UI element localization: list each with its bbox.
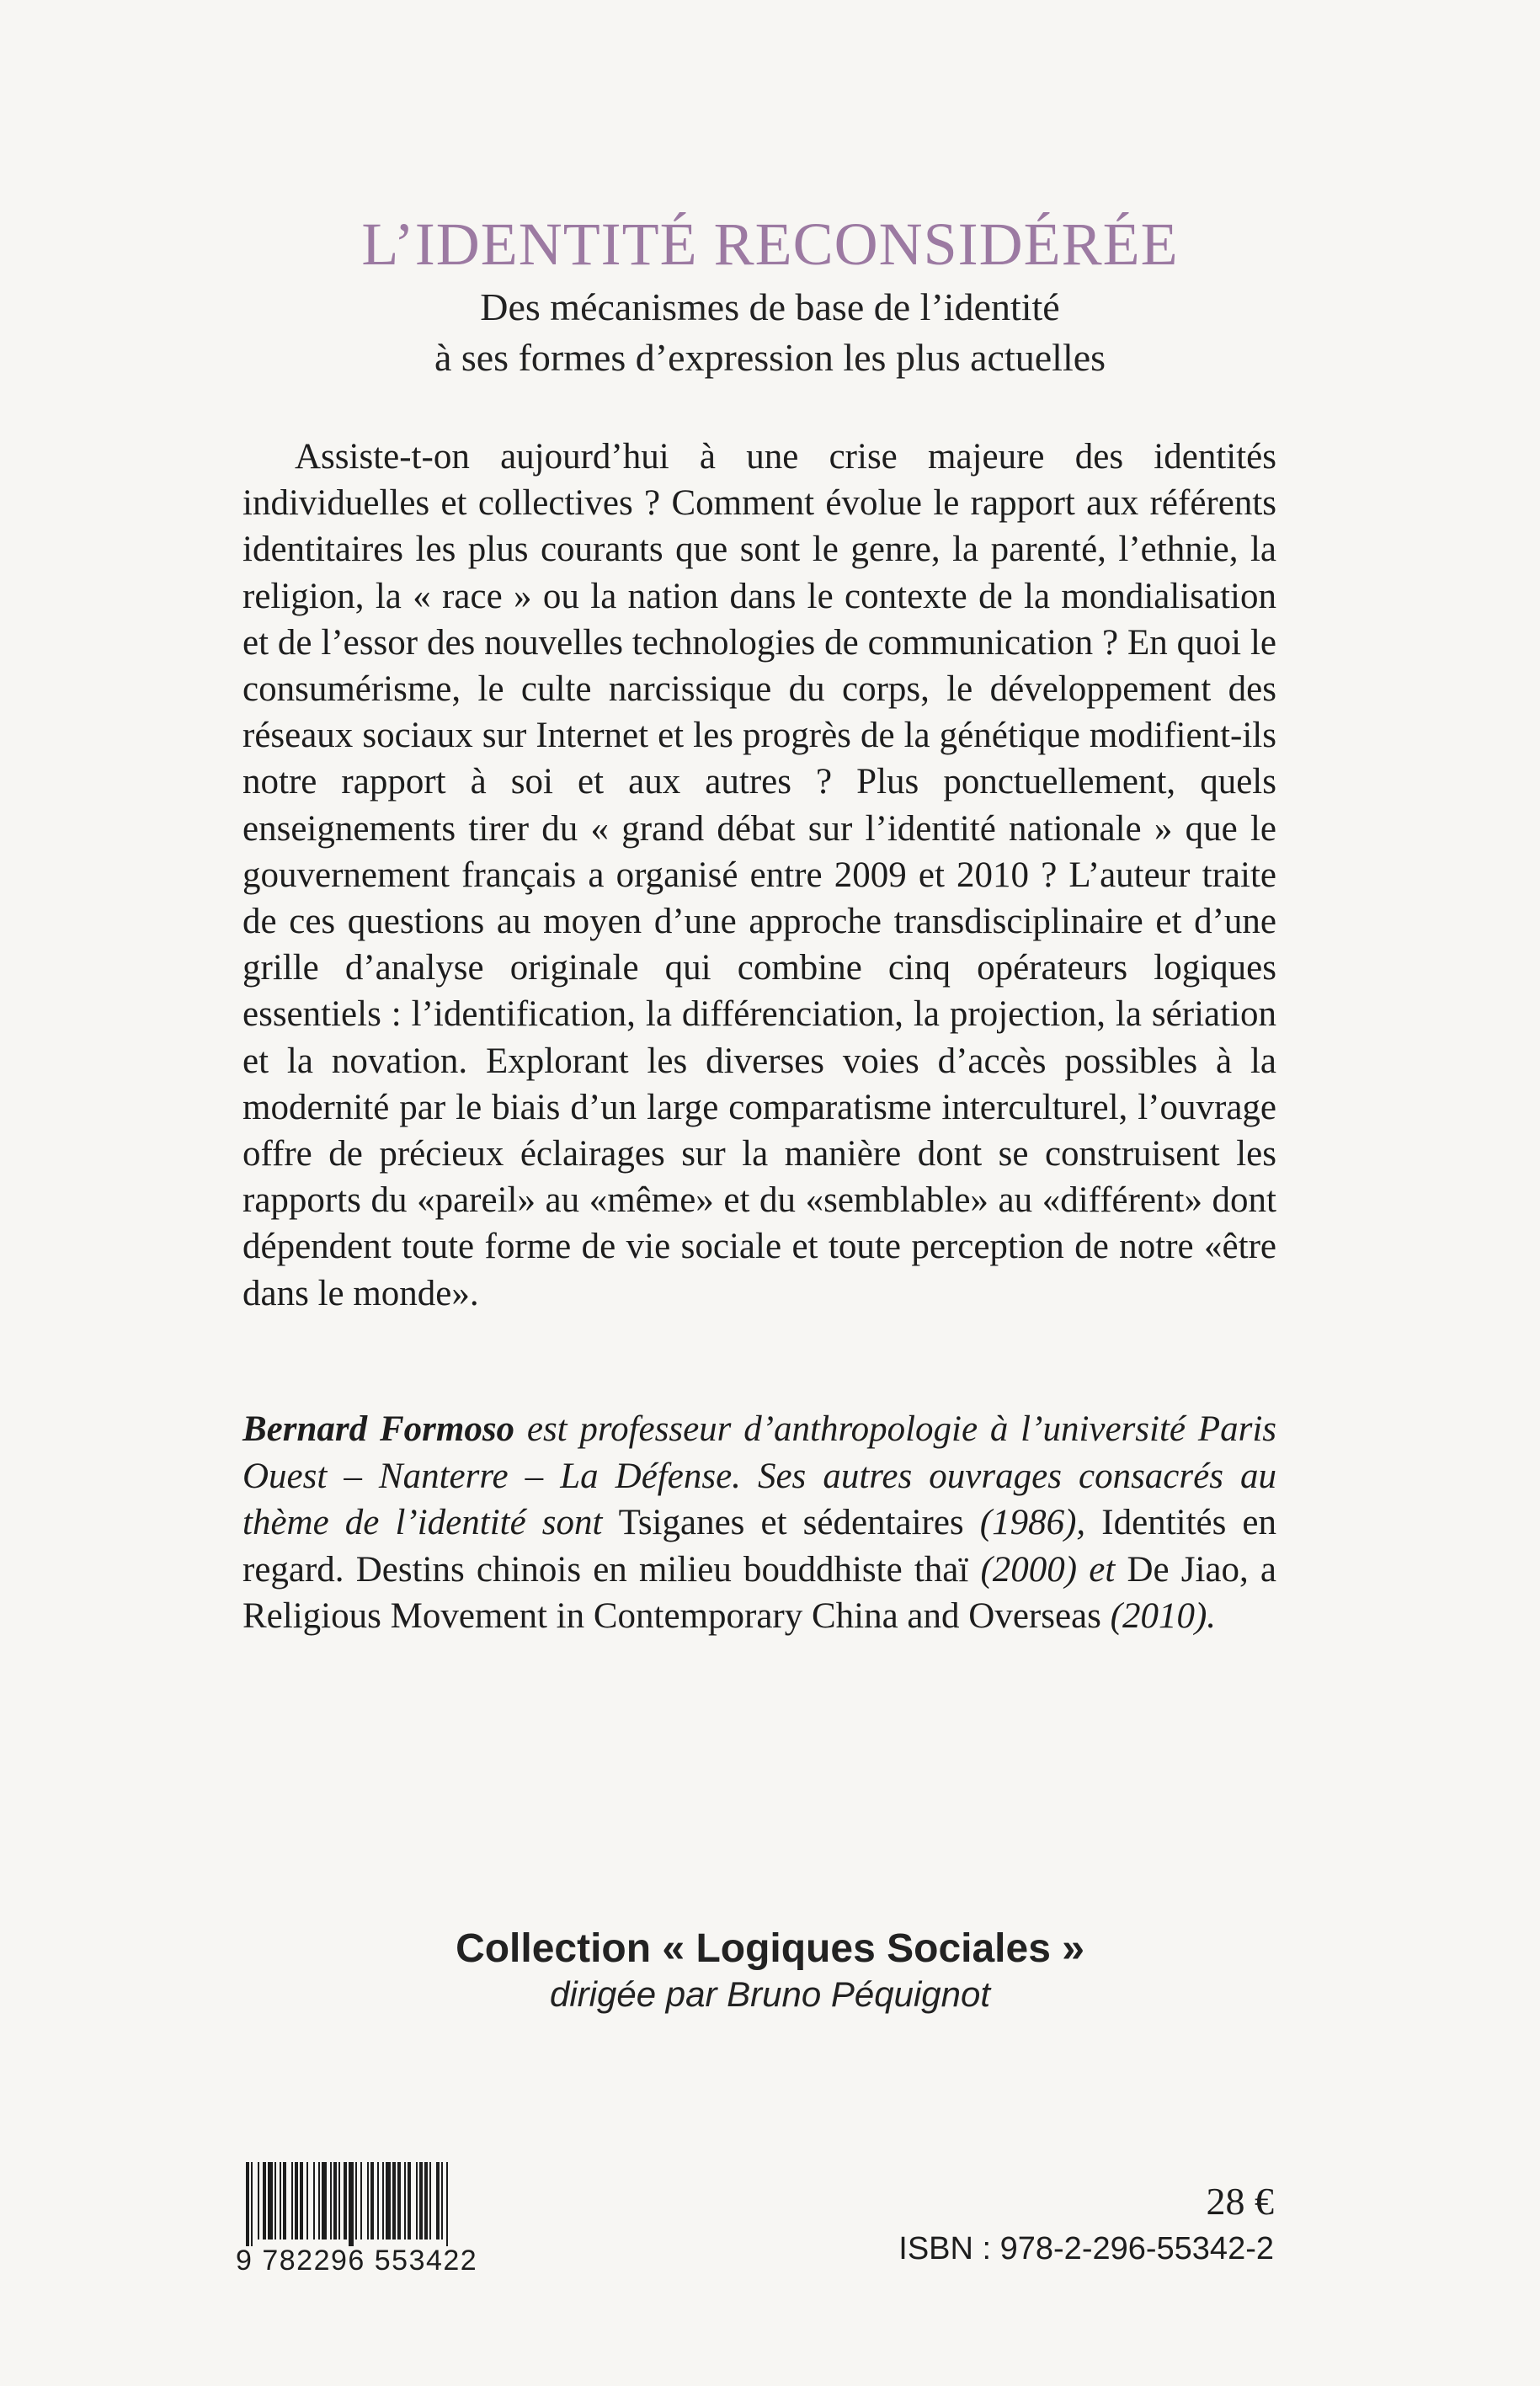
- bio-text-1: est professeur d’anthropologie à l’université Paris Ouest – Nanterre – La Défense. Ses autres ouvrages consacrés au thème de l’identité sont: [242, 1409, 1277, 1542]
- bio-work-3: De Jiao, a Religious Movement in Contemporary China and Overseas: [242, 1549, 1276, 1636]
- barcode-bars-icon: [244, 2162, 497, 2246]
- subtitle-line-2: à ses formes d’expression les plus actuelles: [434, 336, 1106, 379]
- bio-year-3: (2010).: [1100, 1596, 1217, 1636]
- blurb-paragraph: Assiste-t-on aujourd’hui à une crise majeure des identités individuelles et collectives ? Comment évolue le rapport aux référents identitaires les plus courants que sont le genre, la parenté, l’ethnie, la religion, la « race » ou la nation dans le contexte de la mondialisation et de l’essor des nouvelles technologies de communication ? En quoi le consumérisme, le culte narcissique du corps, le développement des réseaux sociaux sur Internet et les progrès de la génétique modifient-ils notre rapport à soi et aux autres ? Plus ponctuellement, quels enseignements tirer du « grand débat sur l’identité nationale » que le gouvernement français a organisé entre 2009 et 2010 ? L’auteur traite de ces questions au moyen d’une approche transdisciplinaire et d’une grille d’analyse originale qui combine cinq opérateurs logiques essentiels : l’identification, la différenciation, la projection, la sériation et la novation. Explorant les diverses voies d’accès possibles à la modernité par le biais d’un large comparatisme interculturel, l’ouvrage offre de précieux éclairages sur la manière dont se construisent les rapports du «pareil» au «même» et du «semblable» au «différent» dont dépendent toute forme de vie sociale et toute perception de notre «être dans le monde».: [242, 437, 1276, 1313]
- book-title: L’IDENTITÉ RECONSIDÉRÉE: [361, 210, 1179, 278]
- collection-director: dirigée par Bruno Péquignot: [549, 1974, 991, 2014]
- bio-year-2: (2000) et: [968, 1549, 1127, 1590]
- collection-name: Collection « Logiques Sociales »: [456, 1926, 1084, 1971]
- author-name: Bernard Formoso: [242, 1409, 515, 1449]
- isbn: ISBN : 978-2-296-55342-2: [898, 2231, 1274, 2266]
- bio-work-1: Tsiganes et sédentaires: [618, 1503, 964, 1542]
- bio-work-2: Identités en regard. Destins chinois en milieu bouddhiste thaï: [242, 1503, 1277, 1590]
- barcode: [236, 2162, 505, 2280]
- barcode-digits: 9 782296 553422: [236, 2245, 478, 2277]
- subtitle-line-1: Des mécanismes de base de l’identité: [480, 285, 1060, 328]
- author-bio: [242, 1406, 1276, 1640]
- price: 28 €: [1206, 2180, 1274, 2223]
- bio-year-1: (1986),: [963, 1503, 1102, 1542]
